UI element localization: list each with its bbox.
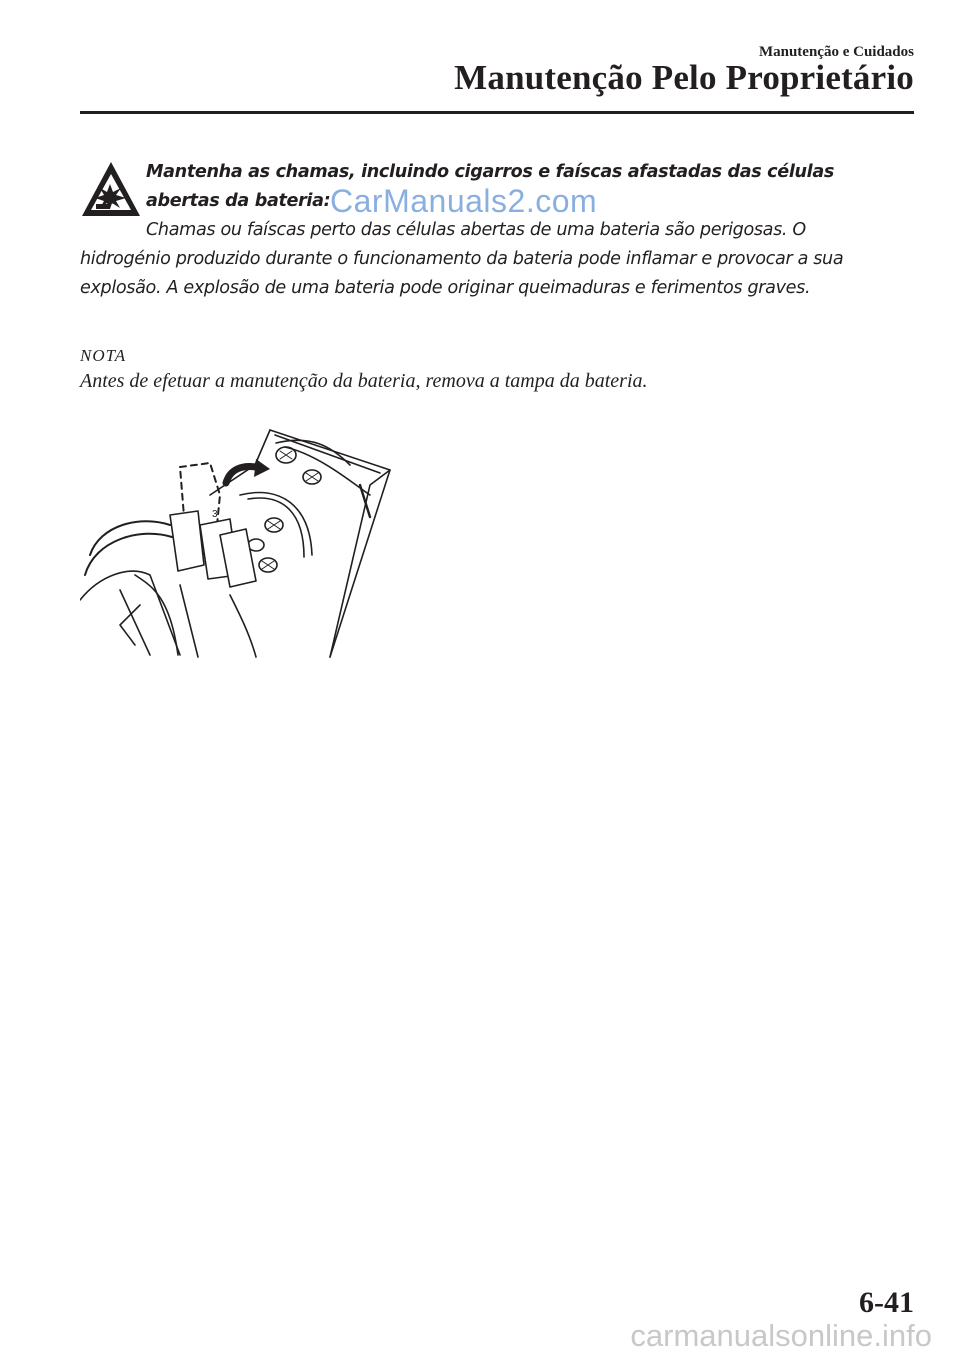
note-text: Antes de efetuar a manutenção da bateria, remova a tampa da bateria. [80,370,648,392]
footer-watermark: carmanualsonline.info [630,1318,932,1353]
warning-heading: Mantenha as chamas, incluindo cigarros e faíscas afastadas das células abertas da bateria: [146,162,835,211]
warning-body: Chamas ou faíscas perto das células abertas de uma bateria são perigosas. O hidrogénio produzido durante o funcionamento da bateria pode inflamar e provocar a sua explosão. A explosão de uma bateria pode originar queimaduras e ferimentos graves. [80,220,844,298]
section-title: Manutenção e Cuidados [758,44,914,60]
page-title: Manutenção Pelo Proprietário [454,58,914,97]
explosion-warning-icon [80,160,142,220]
watermark: CarManuals2.com [330,183,598,219]
page-number: 6-41 [859,1286,914,1319]
note-label: NOTA [80,346,127,365]
battery-cover-illustration [80,425,400,660]
svg-text:3: 3 [212,509,218,520]
header-divider [80,111,914,114]
warning-block [80,158,900,303]
